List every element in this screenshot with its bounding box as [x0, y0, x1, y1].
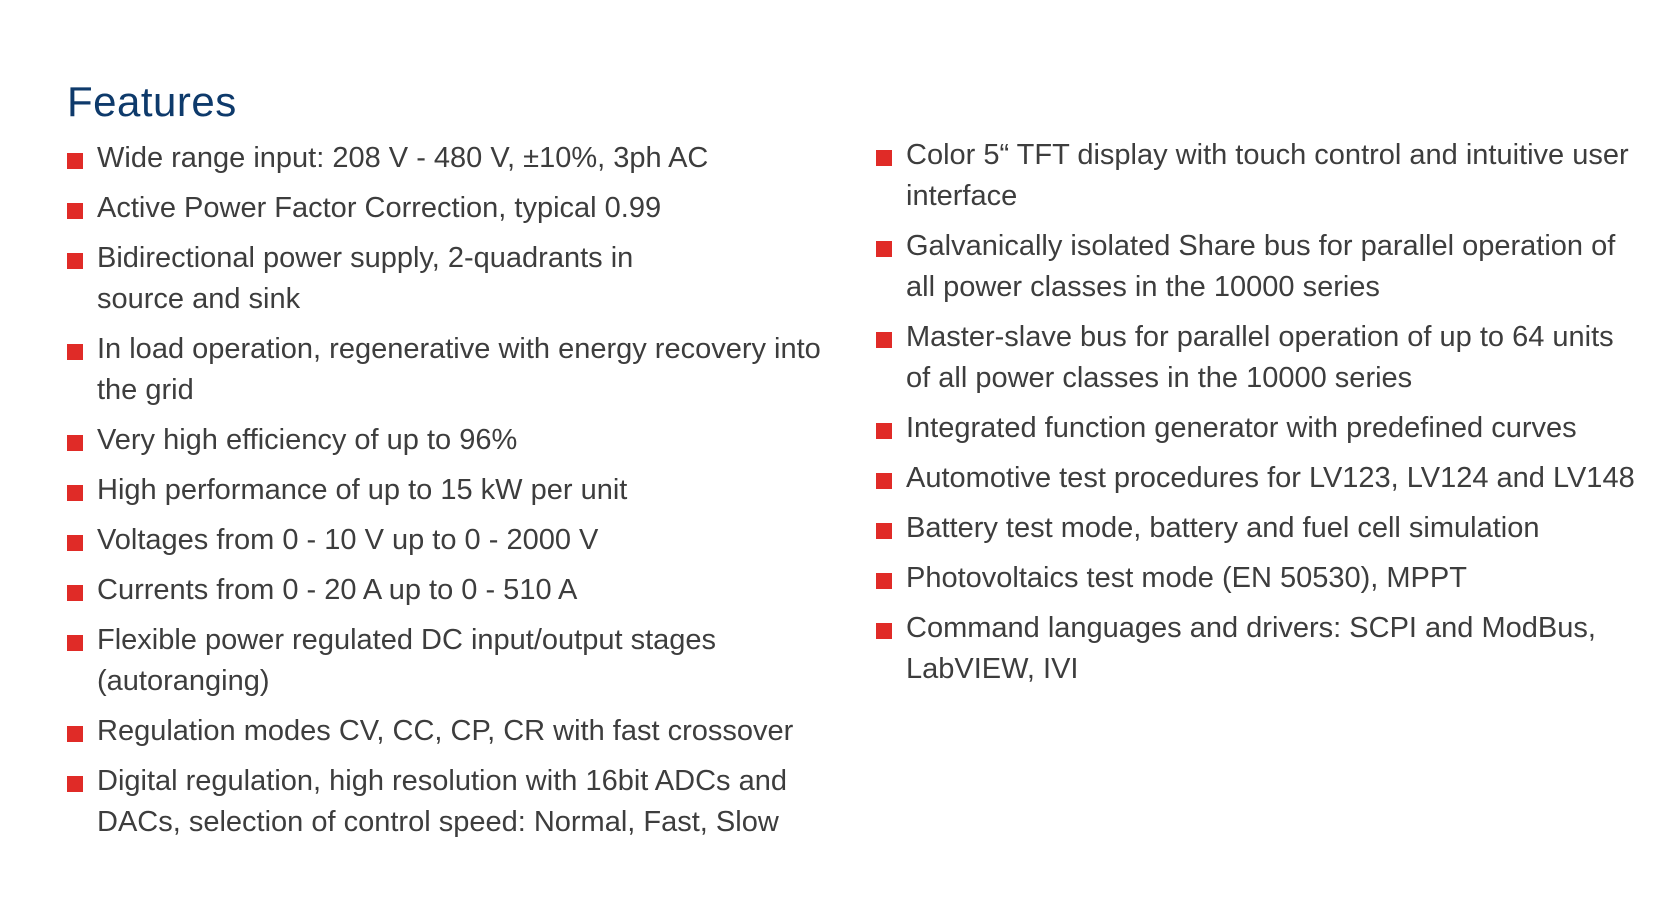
square-bullet-icon — [67, 535, 83, 551]
feature-item — [67, 761, 827, 843]
square-bullet-icon — [876, 623, 892, 639]
feature-text: Command languages and drivers: SCPI and ModBus, LabVIEW, IVI — [906, 612, 1596, 685]
feature-item — [67, 188, 827, 229]
feature-text: Master-slave bus for parallel operation of up to 64 units of all power classes in the 10000 series — [906, 321, 1614, 394]
feature-item — [67, 620, 827, 702]
feature-item — [876, 458, 1636, 499]
feature-item — [67, 520, 827, 561]
feature-text: In load operation, regenerative with energy recovery into the grid — [97, 333, 821, 406]
feature-item — [876, 317, 1636, 399]
feature-item — [67, 420, 827, 461]
square-bullet-icon — [67, 585, 83, 601]
square-bullet-icon — [67, 726, 83, 742]
square-bullet-icon — [67, 776, 83, 792]
feature-item — [876, 608, 1636, 690]
square-bullet-icon — [876, 523, 892, 539]
feature-item — [876, 226, 1636, 308]
feature-item — [67, 470, 827, 511]
features-list-right — [876, 135, 1636, 699]
feature-item — [67, 329, 827, 411]
feature-item — [876, 408, 1636, 449]
feature-text: Active Power Factor Correction, typical 0.99 — [97, 192, 662, 224]
feature-item — [67, 238, 827, 320]
feature-item — [876, 135, 1636, 217]
feature-text: Currents from 0 - 20 A up to 0 - 510 A — [97, 574, 578, 606]
feature-item — [67, 570, 827, 611]
feature-text: Color 5“ TFT display with touch control and intuitive user interface — [906, 139, 1629, 212]
feature-text: High performance of up to 15 kW per unit — [97, 474, 628, 506]
feature-item — [876, 508, 1636, 549]
feature-text: Photovoltaics test mode (EN 50530), MPPT — [906, 562, 1467, 594]
square-bullet-icon — [67, 485, 83, 501]
square-bullet-icon — [876, 423, 892, 439]
feature-text: Galvanically isolated Share bus for parallel operation of all power classes in the 10000 series — [906, 230, 1616, 303]
square-bullet-icon — [67, 253, 83, 269]
feature-item — [876, 558, 1636, 599]
feature-text: Automotive test procedures for LV123, LV124 and LV148 — [906, 462, 1635, 494]
square-bullet-icon — [876, 573, 892, 589]
feature-text: Wide range input: 208 V - 480 V, ±10%, 3ph AC — [97, 142, 709, 174]
feature-text: Flexible power regulated DC input/output stages (autoranging) — [97, 624, 717, 697]
square-bullet-icon — [876, 473, 892, 489]
feature-text: Battery test mode, battery and fuel cell simulation — [906, 512, 1540, 544]
square-bullet-icon — [876, 332, 892, 348]
feature-text: Regulation modes CV, CC, CP, CR with fast crossover — [97, 715, 794, 747]
feature-text: Voltages from 0 - 10 V up to 0 - 2000 V — [97, 524, 599, 556]
feature-item — [67, 138, 827, 179]
feature-text: Very high efficiency of up to 96% — [97, 424, 518, 456]
feature-text: Integrated function generator with predefined curves — [906, 412, 1577, 444]
square-bullet-icon — [67, 344, 83, 360]
square-bullet-icon — [876, 150, 892, 166]
features-list-left — [67, 138, 827, 852]
feature-text: Bidirectional power supply, 2-quadrants in source and sink — [97, 242, 634, 315]
square-bullet-icon — [67, 635, 83, 651]
feature-item — [67, 711, 827, 752]
page-title: Features — [67, 78, 237, 125]
feature-text: Digital regulation, high resolution with 16bit ADCs and DACs, selection of control speed: Normal, Fast, Slow — [97, 765, 787, 838]
square-bullet-icon — [67, 153, 83, 169]
square-bullet-icon — [67, 435, 83, 451]
square-bullet-icon — [67, 203, 83, 219]
square-bullet-icon — [876, 241, 892, 257]
